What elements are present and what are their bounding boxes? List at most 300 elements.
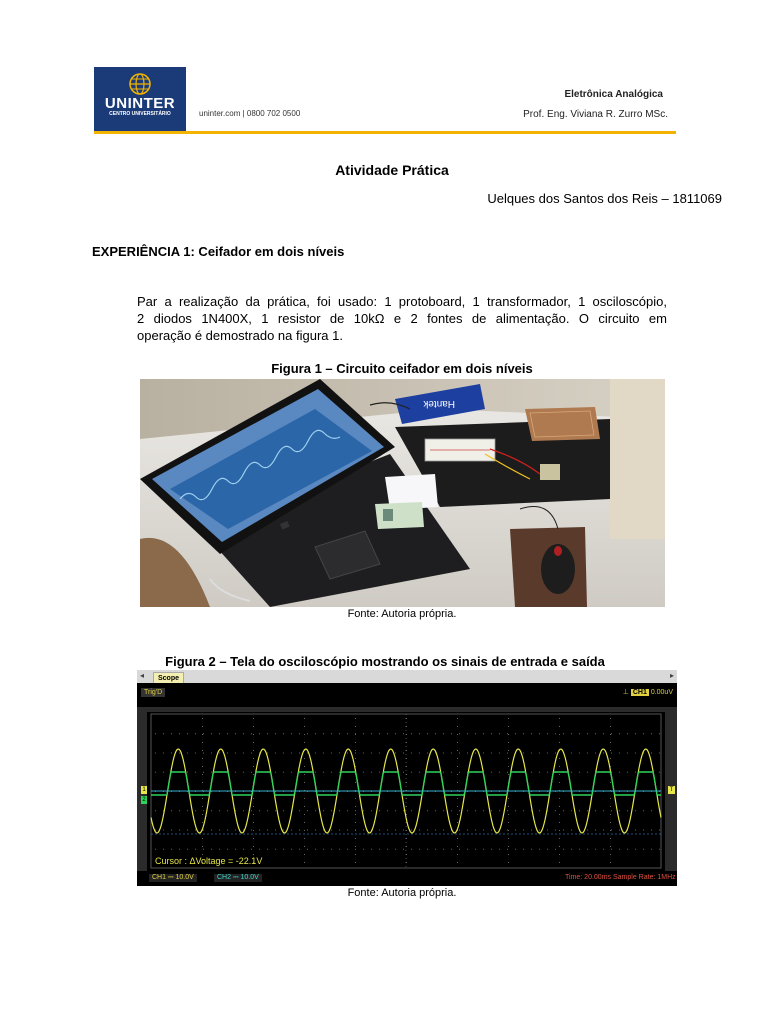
grid-dot (508, 862, 509, 863)
grid-dot (467, 849, 468, 850)
grid-dot (539, 810, 540, 811)
grid-dot (507, 753, 508, 754)
grid-dot (307, 753, 308, 754)
grid-dot (395, 830, 396, 831)
grid-dot (219, 733, 220, 734)
course-name: Eletrônica Analógica (564, 89, 663, 100)
grid-dot (610, 838, 611, 839)
grid-dot (643, 810, 644, 811)
grid-dot (457, 726, 458, 727)
grid-dot (163, 733, 164, 734)
grid-dot (559, 718, 560, 719)
grid-dot (435, 849, 436, 850)
grid-dot (251, 733, 252, 734)
oscilloscope-screen (137, 670, 677, 886)
grid-dot (508, 734, 509, 735)
grid-dot (299, 849, 300, 850)
grid-dot (451, 772, 452, 773)
grid-dot (507, 830, 508, 831)
grid-dot (531, 733, 532, 734)
grid-dot (163, 830, 164, 831)
logo-subtitle: CENTRO UNIVERSITÁRIO (109, 111, 171, 117)
grid-dot (571, 830, 572, 831)
grid-dot (457, 774, 458, 775)
grid-dot (559, 822, 560, 823)
grid-dot (508, 742, 509, 743)
grid-dot (411, 849, 412, 850)
grid-dot (339, 733, 340, 734)
grid-dot (315, 772, 316, 773)
grid-dot (603, 849, 604, 850)
grid-dot (195, 772, 196, 773)
ch1-scale: CH1 ⎓ 10.0V (149, 874, 197, 882)
grid-dot (508, 822, 509, 823)
grid-dot (491, 753, 492, 754)
grid-dot (610, 806, 611, 807)
grid-dot (283, 830, 284, 831)
grid-dot (355, 854, 356, 855)
grid-dot (202, 742, 203, 743)
ch2-marker[interactable]: 2 (142, 797, 146, 803)
grid-dot (459, 753, 460, 754)
grid-dot (347, 830, 348, 831)
grid-dot (253, 734, 254, 735)
page-title: Atividade Prática (335, 162, 449, 178)
grid-dot (203, 753, 204, 754)
grid-dot (259, 810, 260, 811)
grid-dot (315, 849, 316, 850)
grid-dot (355, 846, 356, 847)
grid-dot (571, 733, 572, 734)
grid-dot (508, 758, 509, 759)
grid-dot (227, 753, 228, 754)
grid-dot (179, 733, 180, 734)
grid-dot (507, 772, 508, 773)
grid-dot (555, 849, 556, 850)
grid-dot (403, 830, 404, 831)
timebase: Time: 20.00ms (565, 874, 612, 881)
grid-dot (559, 854, 560, 855)
grid-dot (363, 830, 364, 831)
grid-dot (259, 830, 260, 831)
grid-dot (610, 726, 611, 727)
grid-dot (283, 810, 284, 811)
grid-dot (563, 849, 564, 850)
grid-dot (202, 766, 203, 767)
grid-dot (253, 806, 254, 807)
grid-dot (579, 810, 580, 811)
grid-dot (457, 734, 458, 735)
grid-dot (163, 849, 164, 850)
grid-dot (619, 810, 620, 811)
grid-dot (371, 772, 372, 773)
grid-dot (253, 830, 254, 831)
grid-dot (523, 830, 524, 831)
grid-dot (259, 849, 260, 850)
grid-dot (283, 849, 284, 850)
grid-dot (619, 830, 620, 831)
grid-dot (467, 830, 468, 831)
grid-dot (467, 753, 468, 754)
grid-dot (315, 733, 316, 734)
grid-dot (579, 849, 580, 850)
grid-dot (387, 810, 388, 811)
grid-dot (659, 753, 660, 754)
grid-dot (457, 766, 458, 767)
grid-dot (539, 830, 540, 831)
grid-dot (267, 753, 268, 754)
grid-dot (219, 830, 220, 831)
grid-dot (587, 733, 588, 734)
grid-dot (363, 753, 364, 754)
grid-dot (235, 849, 236, 850)
grid-dot (559, 766, 560, 767)
grid-dot (211, 772, 212, 773)
grid-dot (203, 830, 204, 831)
grid-dot (187, 733, 188, 734)
grid-dot (459, 772, 460, 773)
grid-dot (579, 733, 580, 734)
grid-dot (403, 733, 404, 734)
grid-dot (291, 830, 292, 831)
grid-dot (457, 798, 458, 799)
grid-dot (253, 774, 254, 775)
figure2-source: Fonte: Autoria própria. (347, 887, 457, 899)
grid-dot (251, 849, 252, 850)
grid-dot (595, 733, 596, 734)
grid-dot (659, 772, 660, 773)
grid-dot (379, 753, 380, 754)
grid-dot (627, 772, 628, 773)
grid-dot (355, 798, 356, 799)
grid-dot (323, 849, 324, 850)
grid-dot (355, 862, 356, 863)
grid-dot (457, 838, 458, 839)
grid-dot (355, 733, 356, 734)
grid-dot (355, 750, 356, 751)
grid-dot (347, 753, 348, 754)
grid-dot (202, 806, 203, 807)
grid-dot (253, 742, 254, 743)
grid-dot (331, 810, 332, 811)
grid-dot (539, 772, 540, 773)
grid-dot (371, 849, 372, 850)
grid-dot (203, 849, 204, 850)
grid-dot (610, 718, 611, 719)
grid-dot (291, 849, 292, 850)
grid-dot (483, 810, 484, 811)
grid-dot (659, 849, 660, 850)
grid-dot (202, 750, 203, 751)
grid-dot (555, 830, 556, 831)
grid-dot (363, 733, 364, 734)
grid-dot (483, 830, 484, 831)
grid-dot (457, 822, 458, 823)
grid-dot (259, 733, 260, 734)
grid-dot (651, 830, 652, 831)
circuit-photo (140, 379, 665, 607)
paragraph-line: 2 diodos 1N400X, 1 resistor de 10kΩ e 2 fontes de alimentação. O circuito em (137, 311, 667, 326)
grid-dot (211, 810, 212, 811)
grid-dot (155, 810, 156, 811)
grid-dot (355, 806, 356, 807)
grid-dot (411, 772, 412, 773)
grid-dot (304, 830, 305, 831)
grid-dot (508, 846, 509, 847)
grid-dot (457, 854, 458, 855)
grid-dot (491, 830, 492, 831)
grid-dot (427, 753, 428, 754)
grid-dot (253, 822, 254, 823)
grid-dot (155, 753, 156, 754)
grid-dot (611, 810, 612, 811)
grid-dot (187, 753, 188, 754)
grid-dot (275, 849, 276, 850)
grid-dot (304, 734, 305, 735)
grid-dot (507, 810, 508, 811)
grid-dot (451, 849, 452, 850)
grid-dot (202, 782, 203, 783)
grid-dot (355, 849, 356, 850)
grid-dot (379, 849, 380, 850)
grid-dot (253, 726, 254, 727)
grid-dot (475, 733, 476, 734)
grid-dot (611, 830, 612, 831)
grid-dot (643, 733, 644, 734)
ch1-marker[interactable]: 1 (142, 787, 146, 793)
grid-dot (610, 822, 611, 823)
grid-dot (451, 753, 452, 754)
grid-dot (507, 733, 508, 734)
grid-dot (610, 734, 611, 735)
grid-dot (291, 733, 292, 734)
hantek-label: Hantek (423, 398, 455, 409)
grid-dot (339, 830, 340, 831)
grid-dot (651, 810, 652, 811)
grid-dot (202, 718, 203, 719)
grid-dot (531, 830, 532, 831)
grid-dot (651, 733, 652, 734)
grid-dot (235, 830, 236, 831)
grid-dot (443, 733, 444, 734)
grid-dot (467, 733, 468, 734)
grid-dot (603, 830, 604, 831)
document-header (94, 67, 676, 134)
grid-dot (508, 814, 509, 815)
grid-dot (579, 772, 580, 773)
grid-dot (331, 733, 332, 734)
grid-dot (304, 782, 305, 783)
grid-dot (619, 753, 620, 754)
grid-dot (331, 849, 332, 850)
grid-dot (355, 814, 356, 815)
grid-dot (499, 810, 500, 811)
trigger-marker[interactable]: T (669, 787, 674, 793)
grid-dot (171, 830, 172, 831)
grid-dot (539, 733, 540, 734)
grid-dot (443, 849, 444, 850)
grid-dot (283, 733, 284, 734)
grid-dot (427, 810, 428, 811)
grid-dot (443, 772, 444, 773)
grid-dot (611, 849, 612, 850)
grid-dot (595, 753, 596, 754)
grid-dot (457, 718, 458, 719)
grid-dot (323, 810, 324, 811)
grid-dot (483, 733, 484, 734)
grid-dot (508, 830, 509, 831)
grid-dot (475, 849, 476, 850)
grid-dot (387, 849, 388, 850)
grid-dot (195, 830, 196, 831)
grid-dot (427, 830, 428, 831)
grid-dot (571, 753, 572, 754)
grid-dot (299, 830, 300, 831)
grid-dot (508, 750, 509, 751)
grid-dot (403, 772, 404, 773)
grid-dot (443, 830, 444, 831)
logo-name: UNINTER (104, 95, 176, 112)
grid-dot (610, 758, 611, 759)
grid-dot (411, 810, 412, 811)
grid-dot (227, 830, 228, 831)
grid-dot (491, 810, 492, 811)
grid-dot (457, 782, 458, 783)
grid-dot (304, 758, 305, 759)
scope-tabbar (137, 670, 677, 683)
grid-dot (508, 806, 509, 807)
grid-dot (627, 753, 628, 754)
grid-dot (267, 830, 268, 831)
grid-dot (427, 849, 428, 850)
grid-dot (508, 774, 509, 775)
grid-dot (253, 718, 254, 719)
grid-dot (508, 766, 509, 767)
grid-dot (331, 753, 332, 754)
grid-dot (435, 810, 436, 811)
grid-dot (457, 814, 458, 815)
grid-dot (304, 854, 305, 855)
grid-dot (499, 753, 500, 754)
grid-dot (202, 726, 203, 727)
grid-dot (267, 810, 268, 811)
grid-dot (219, 753, 220, 754)
grid-dot (539, 753, 540, 754)
grid-dot (587, 849, 588, 850)
grid-dot (355, 742, 356, 743)
grid-dot (659, 733, 660, 734)
grid-dot (587, 810, 588, 811)
grid-dot (610, 782, 611, 783)
grid-dot (304, 766, 305, 767)
experiment-heading: EXPERIÊNCIA 1: Ceifador em dois níveis (92, 244, 345, 259)
professor-name: Prof. Eng. Viviana R. Zurro MSc. (523, 109, 668, 120)
grid-dot (355, 822, 356, 823)
figure1-caption: Figura 1 – Circuito ceifador em dois níveis (271, 361, 533, 376)
grid-dot (515, 849, 516, 850)
grid-dot (659, 830, 660, 831)
grid-dot (635, 830, 636, 831)
grid-dot (555, 733, 556, 734)
grid-dot (491, 733, 492, 734)
grid-dot (547, 772, 548, 773)
grid-dot (355, 758, 356, 759)
grid-dot (371, 733, 372, 734)
grid-dot (323, 772, 324, 773)
grid-dot (571, 849, 572, 850)
grid-dot (253, 750, 254, 751)
grid-dot (195, 849, 196, 850)
grid-dot (515, 830, 516, 831)
author-line: Uelques dos Santos dos Reis – 1811069 (487, 191, 722, 206)
grid-dot (475, 753, 476, 754)
grid-dot (411, 830, 412, 831)
scope-plot-area (147, 712, 665, 872)
grid-dot (211, 849, 212, 850)
grid-dot (315, 810, 316, 811)
grid-dot (283, 753, 284, 754)
trigger-level: 0.00uV (650, 689, 673, 696)
grid-dot (275, 753, 276, 754)
grid-dot (457, 806, 458, 807)
grid-dot (403, 849, 404, 850)
tab-scope[interactable]: Scope (153, 672, 184, 684)
grid-dot (291, 753, 292, 754)
scroll-left-icon[interactable]: ◂ (140, 671, 145, 680)
grid-dot (459, 810, 460, 811)
grid-dot (202, 734, 203, 735)
grid-dot (559, 862, 560, 863)
circuit-photo-illustration (140, 379, 665, 607)
grid-dot (587, 753, 588, 754)
grid-dot (363, 849, 364, 850)
grid-dot (563, 733, 564, 734)
grid-dot (315, 830, 316, 831)
grid-dot (202, 814, 203, 815)
grid-dot (187, 810, 188, 811)
grid-dot (253, 838, 254, 839)
grid-dot (275, 830, 276, 831)
grid-dot (483, 849, 484, 850)
grid-dot (483, 753, 484, 754)
grid-dot (451, 810, 452, 811)
grid-dot (355, 830, 356, 831)
grid-dot (275, 733, 276, 734)
grid-dot (610, 846, 611, 847)
grid-dot (419, 772, 420, 773)
grid-dot (163, 753, 164, 754)
grid-dot (211, 753, 212, 754)
grid-dot (475, 830, 476, 831)
trigger-channel-badge: CH1 (632, 689, 647, 696)
grid-dot (307, 810, 308, 811)
grid-dot (457, 846, 458, 847)
grid-dot (475, 810, 476, 811)
grid-dot (507, 849, 508, 850)
grid-dot (339, 810, 340, 811)
grid-dot (457, 758, 458, 759)
grid-dot (459, 849, 460, 850)
grid-dot (627, 849, 628, 850)
scope-footer (137, 871, 677, 886)
grid-dot (251, 753, 252, 754)
grid-dot (227, 849, 228, 850)
grid-dot (603, 733, 604, 734)
grid-dot (619, 733, 620, 734)
grid-dot (387, 733, 388, 734)
scroll-right-icon[interactable]: ▸ (669, 671, 674, 680)
grid-dot (203, 810, 204, 811)
